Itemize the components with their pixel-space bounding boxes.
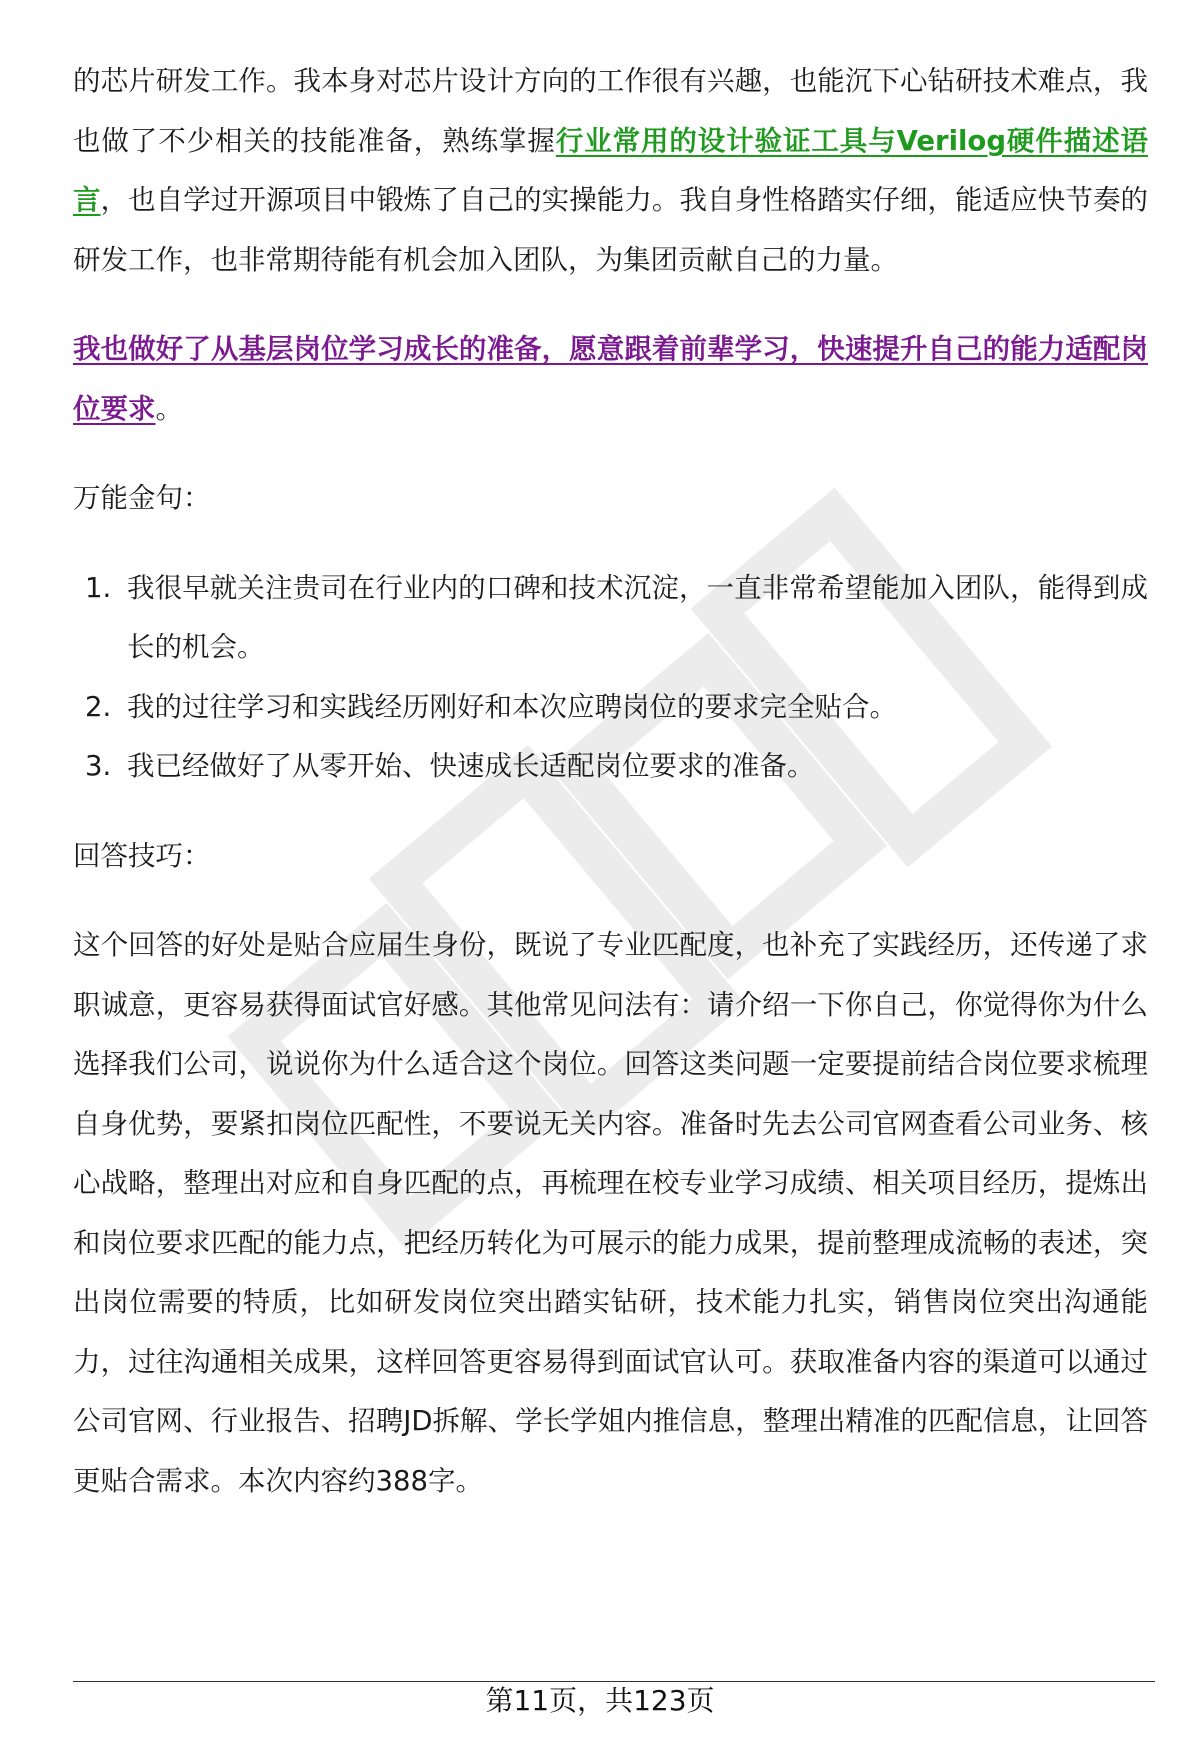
golden-list [73, 559, 1148, 797]
list-item [73, 559, 1148, 678]
list-text: 我的过往学习和实践经历刚好和本次应聘岗位的要求完全贴合。 [127, 690, 897, 723]
paragraph-intro-part1: 的芯片研发工作。我本身对芯片设计方向的工作很有兴趣，也能沉下心钻研技术难点，我也做了不少相关的技能准备，熟练掌握 [73, 65, 1148, 157]
tips-paragraph: 这个回答的好处是贴合应届生身份，既说了专业匹配度，也补充了实践经历，还传递了求职诚意，更容易获得面试官好感。其他常见问法有：请介绍一下你自己，你觉得你为什么选择我们公司，说说你为什么适合这个岗位。回答这类问题一定要提前结合岗位要求梳理自身优势，要紧扣岗位匹配性，不要说无关内容。准备时先去公司官网查看公司业务、核心战略，整理出对应和自身匹配的点，再梳理在校专业学习成绩、相关项目经历，提炼出和岗位要求匹配的能力点，把经历转化为可展示的能力成果，提前整理成流畅的表述，突出岗位需要的特质，比如研发岗位突出踏实钻研，技术能力扎实，销售岗位突出沟通能力，过往沟通相关成果，这样回答更容易得到面试官认可。获取准备内容的渠道可以通过公司官网、行业报告、招聘JD拆解、学长学姐内推信息，整理出精准的匹配信息，让回答更贴合需求。本次内容约388字。 [73, 929, 1148, 1497]
list-text: 我已经做好了从零开始、快速成长适配岗位要求的准备。 [127, 750, 815, 782]
list-number: 2. [85, 690, 112, 723]
paragraph-intro [73, 52, 1148, 290]
list-number: 1. [85, 571, 112, 604]
golden-heading: 万能金句： [73, 482, 211, 514]
paragraph-growth-tail: 。 [155, 392, 183, 425]
tips-heading: 回答技巧： [73, 839, 211, 872]
list-number: 3. [85, 750, 112, 782]
highlight-tools: 行业常用的设计验证工具与Verilog硬件描述语言 [73, 124, 1149, 216]
paragraph-growth [73, 320, 1148, 439]
list-item [73, 678, 1148, 738]
paragraph-intro-part2: ，也自学过开源项目中锻炼了自己的实操能力。我自身性格踏实仔细，能适应快节奏的研发工作，也非常期待能有机会加入团队，为集团贡献自己的力量。 [73, 184, 1149, 276]
highlight-growth: 我也做好了从基层岗位学习成长的准备，愿意跟着前辈学习，快速提升自己的能力适配岗位要求 [73, 333, 1148, 425]
list-item [73, 737, 1148, 797]
document-body [73, 52, 1148, 1511]
list-text: 我很早就关注贵司在行业内的口碑和技术沉淀，一直非常希望能加入团队，能得到成长的机会。 [127, 571, 1148, 663]
page-number: 第11页，共123页 [485, 1684, 715, 1717]
